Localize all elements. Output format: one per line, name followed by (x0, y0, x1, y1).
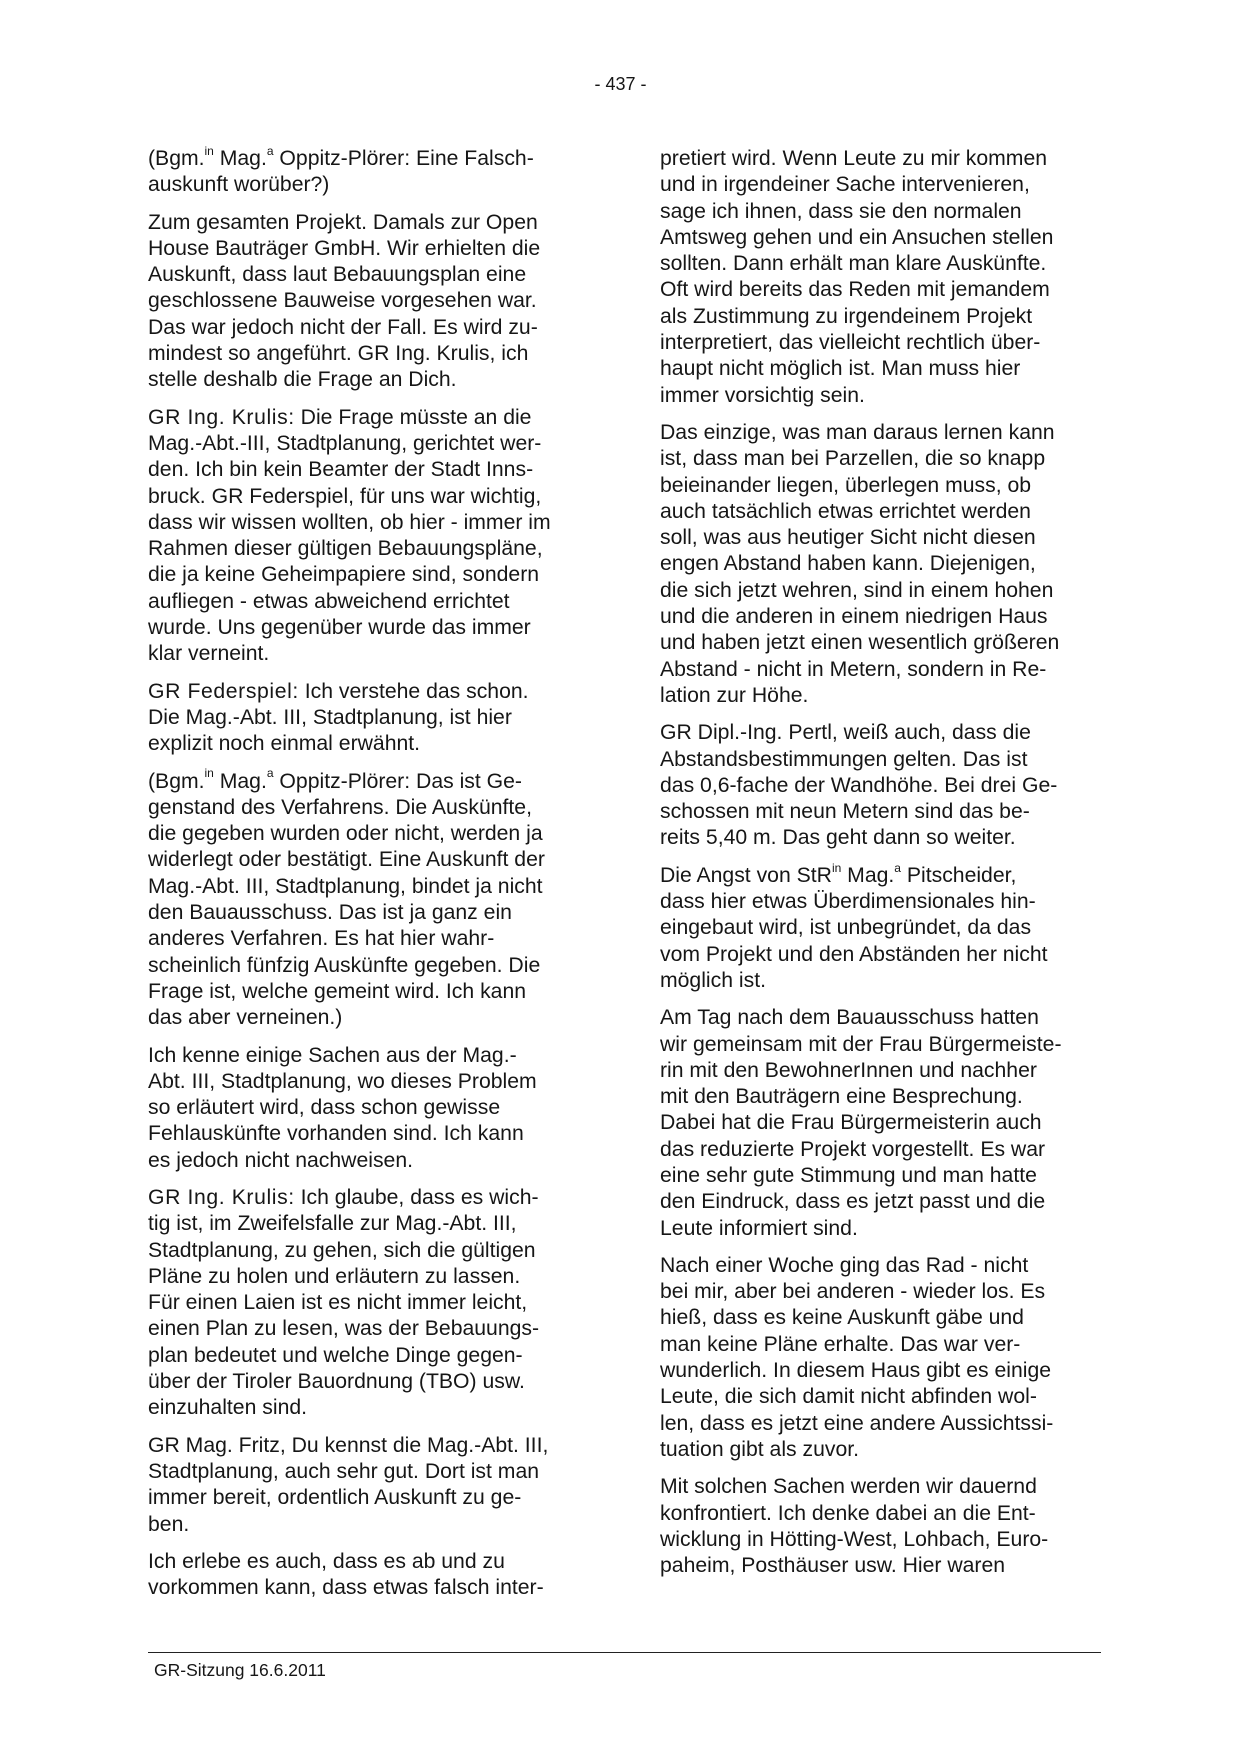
text-run: Die Frage müsste an die Mag.-Abt.-III, Stadtplanung, gerichtet wer- den. Ich bin kein Beamter der Stadt Inns- bruck. GR Federspiel, für uns war wichtig, dass wir wissen wollten, ob hier - immer im Rahmen dieser gültigen Bebauungspläne, die ja keine Geheimpapiere sind, sondern aufliegen - etwas abweichend errichtet wurde. Uns gegenüber wurde das immer klar verneint. (148, 405, 551, 666)
paragraph: GR Dipl.-Ing. Pertl, weiß auch, dass die Abstandsbestimmungen gelten. Das ist das 0,6-fache der Wandhöhe. Bei drei Ge- schossen mit neun Metern sind das be- reits 5,40 m. Das geht dann so weiter. (660, 721, 1058, 850)
text-run: Oppitz-Plörer: Eine Falsch- auskunft worüber?) (148, 147, 534, 197)
text-run: Pitscheider, dass hier etwas Überdimensionales hin- eingebaut wird, ist unbegründet, da das vom Projekt und den Abständen her nicht möglich ist. (660, 863, 1048, 992)
paragraph (660, 860, 1100, 994)
text-run: Mag. (213, 769, 267, 793)
paragraph (148, 679, 588, 758)
speaker-name: GR Ing. Krulis: (148, 1185, 295, 1209)
paragraph: Am Tag nach dem Bauausschuss hatten wir gemeinsam mit der Frau Bürgermeiste- rin mit den BewohnerInnen und nachher mit den Bauträgern eine Besprechung. Dabei hat die Frau Bürgermeisterin auch das reduzierte Projekt vorgestellt. Es war eine sehr gute Stimmung und man hatte den Eindruck, dass es jetzt passt und die Leute informiert sind. (660, 1006, 1062, 1240)
footer-session-label: GR-Sitzung 16.6.2011 (154, 1660, 326, 1680)
paragraph: Mit solchen Sachen werden wir dauernd konfrontiert. Ich denke dabei an die Ent- wicklung in Hötting-West, Lohbach, Euro- paheim, Posthäuser usw. Hier waren (660, 1475, 1049, 1578)
speaker-name: GR Ing. Krulis: (148, 405, 295, 429)
paragraph (148, 405, 588, 668)
paragraph: Ich kenne einige Sachen aus der Mag.- Abt. III, Stadtplanung, wo dieses Problem so erläutert wird, dass schon gewisse Fehlauskünfte vorhanden sind. Ich kann es jedoch nicht nachweisen. (148, 1043, 537, 1172)
paragraph (148, 143, 588, 199)
page-number: - 437 - (594, 74, 647, 94)
paragraph (148, 1185, 588, 1422)
paragraph: GR Mag. Fritz, Du kennst die Mag.-Abt. III, Stadtplanung, auch sehr gut. Dort ist man immer bereit, ordentlich Auskunft zu ge- ben. (148, 1433, 549, 1536)
right-column (660, 146, 1100, 1590)
footer-divider (148, 1652, 1101, 1653)
superscript: in (204, 766, 214, 781)
superscript: in (204, 143, 214, 158)
text-run: Ich verstehe das schon. Die Mag.-Abt. III, Stadtplanung, ist hier explizit noch einmal erwähnt. (148, 679, 529, 756)
speaker-name: GR Federspiel: (148, 679, 299, 703)
paragraph: Nach einer Woche ging das Rad - nicht bei mir, aber bei anderen - wieder los. Es hieß, dass es keine Auskunft gäbe und man keine Pläne erhalte. Das war ver- wunderlich. In diesem Haus gibt es einige Leute, die sich damit nicht abfinden wol- len, dass es jetzt eine andere Aussichtssi- tuation gibt als zuvor. (660, 1253, 1054, 1461)
paragraph: Ich erlebe es auch, dass es ab und zu vorkommen kann, dass etwas falsch inter- (148, 1549, 544, 1600)
paragraph: pretiert wird. Wenn Leute zu mir kommen und in irgendeiner Sache intervenieren, sage ich ihnen, dass sie den normalen Amtsweg gehen und ein Ansuchen stellen sollten. Dann erhält man klare Auskünfte. Oft wird bereits das Reden mit jemandem als Zustimmung zu irgendeinem Projekt interpretiert, das vielleicht rechtlich über- haupt nicht möglich ist. Man muss hier immer vorsichtig sein. (660, 147, 1054, 407)
text-run: Ich glaube, dass es wich- tig ist, im Zweifelsfalle zur Mag.-Abt. III, Stadtplanung, zu gehen, sich die gültigen Pläne zu holen und erläutern zu lassen. Für einen Laien ist es nicht immer leicht, einen Plan zu lesen, was der Bebauungs- plan bedeutet und welche Dinge gegen- über der Tiroler Bauordnung (TBO) usw. einzuhalten sind. (148, 1185, 540, 1420)
text-run: Mag. (841, 863, 895, 887)
paragraph: Zum gesamten Projekt. Damals zur Open House Bauträger GmbH. Wir erhielten die Auskunft, dass laut Bebauungsplan eine geschlossene Bauweise vorgesehen war. Das war jedoch nicht der Fall. Es wird zu- mindest so angeführt. GR Ing. Krulis, ich stelle deshalb die Frage an Dich. (148, 210, 541, 392)
left-column (148, 143, 588, 1612)
text-run: (Bgm. (148, 769, 205, 793)
paragraph: Das einzige, was man daraus lernen kann ist, dass man bei Parzellen, die so knapp beieinander liegen, überlegen muss, ob auch tatsächlich etwas errichtet werden soll, was aus heutiger Sicht nicht diesen engen Abstand haben kann. Diejenigen, die sich jetzt wehren, sind in einem hohen und die anderen in einem niedrigen Haus und haben jetzt einen wesentlich größeren Abstand - nicht in Metern, sondern in Re- lation zur Höhe. (660, 420, 1060, 707)
superscript: a (266, 143, 274, 158)
text-run: Oppitz-Plörer: Das ist Ge- genstand des Verfahrens. Die Auskünfte, die gegeben wurden oder nicht, werden ja widerlegt oder bestätigt. Eine Auskunft der Mag.-Abt. III, Stadtplanung, bindet ja nicht den Bauausschuss. Das ist ja ganz ein anderes Verfahren. Es hat hier wahr- scheinlich fünfzig Auskünfte gegeben. Die Frage ist, welche gemeint wird. Ich kann das aber verneinen.) (148, 769, 545, 1030)
text-run: (Bgm. (148, 147, 205, 170)
superscript: in (831, 860, 842, 875)
text-run: Mag. (213, 147, 267, 170)
superscript: a (266, 766, 274, 781)
text-run: Die Angst von StR (660, 863, 832, 887)
paragraph (148, 766, 588, 1032)
superscript: a (894, 860, 901, 875)
